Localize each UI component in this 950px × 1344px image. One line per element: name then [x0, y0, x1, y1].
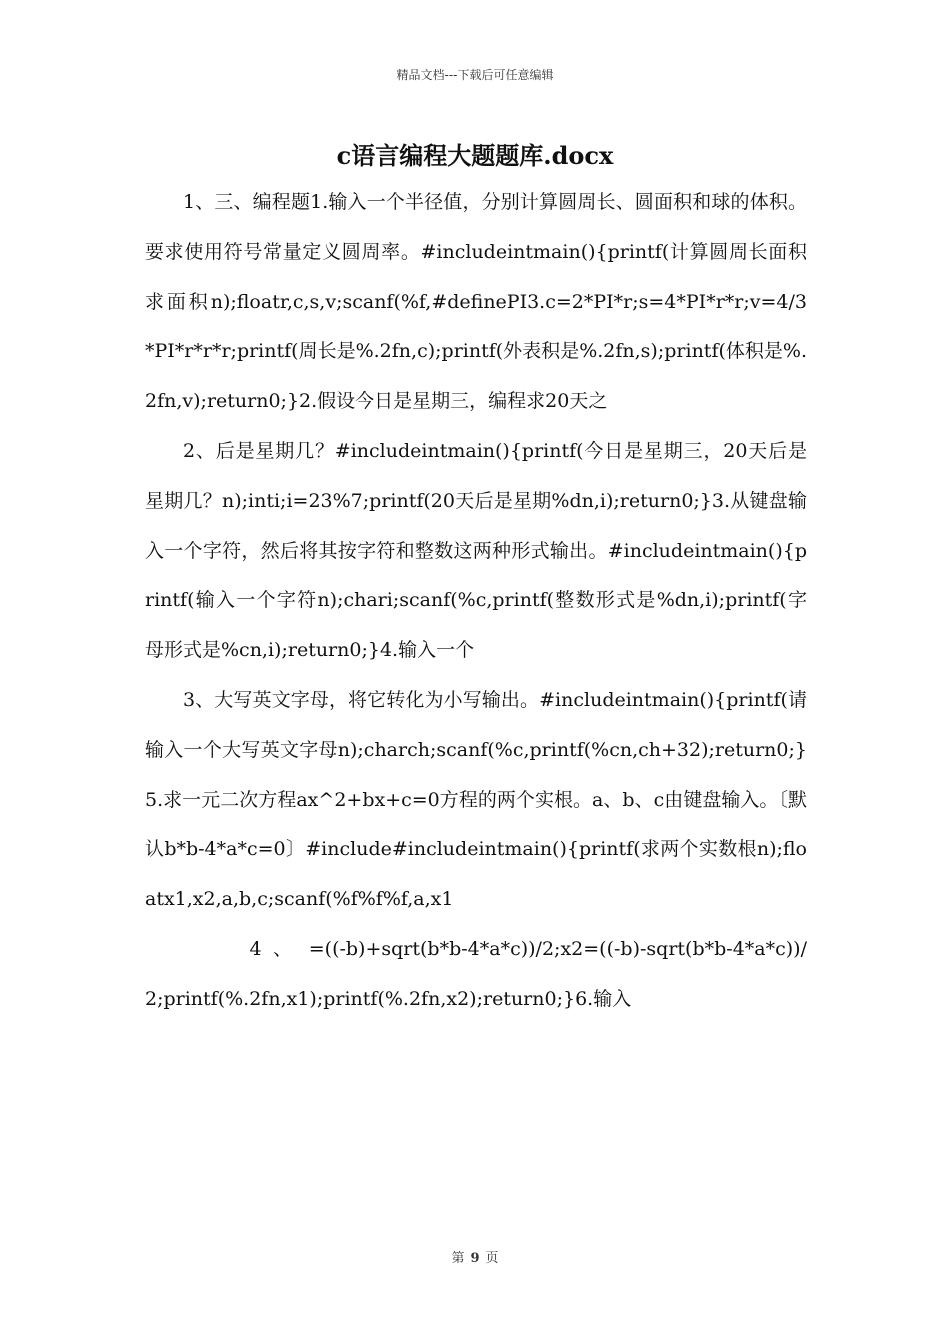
paragraph: 3、大写英文字母，将它转化为小写输出。#includeintmain(){printf(请输入一个大写英文字母n);charch;scanf(%c,printf(%cn,ch+32);return0;}5.求一元二次方程ax^2+bx+c=0方程的两个实根。a、b、c由键盘输入。〔默认b*b-4*a*c=0〕#include#includeintmain(){printf(求两个实数根n);floatx1,x2,a,b,c;scanf(%f%f%f,a,x1	[145, 688, 807, 911]
page-header: 精品文档---下载后可任意编辑	[396, 68, 554, 82]
page-number: 9	[470, 1251, 480, 1266]
paragraph: 4 、 =((-b)+sqrt(b*b-4*a*c))/2;x2=((-b)-sqrt(b*b-4*a*c))/2;printf(%.2fn,x1);printf(%.2fn,x2);return0;}6.输入	[145, 937, 807, 1010]
paragraph: 1、三、编程题1.输入一个半径值，分别计算圆周长、圆面积和球的体积。要求使用符号常量定义圆周率。#includeintmain(){printf(计算圆周长面积求面积n);floatr,c,s,v;scanf(%f,#definePI3.c=2*PI*r;s=4*PI*r*r;v=4/3*PI*r*r*r;printf(周长是%.2fn,c);printf(外表积是%.2fn,s);printf(体积是%.2fn,v);return0;}2.假设今日是星期三，编程求20天之	[145, 191, 807, 413]
footer-suffix: 页	[485, 1251, 499, 1266]
page-footer	[0, 1247, 950, 1266]
footer-prefix: 第	[451, 1251, 465, 1266]
document-title: c语言编程大题题库.docx	[336, 141, 614, 170]
paragraph: 2、后是星期几？#includeintmain(){printf(今日是星期三，20天后是星期几？n);inti;i=23%7;printf(20天后是星期%dn,i);return0;}3.从键盘输入一个字符，然后将其按字符和整数这两种形式输出。#includeintmain(){printf(输入一个字符n);chari;scanf(%c,printf(整数形式是%dn,i);printf(字母形式是%cn,i);return0;}4.输入一个	[145, 439, 807, 662]
document-body	[145, 178, 807, 1025]
